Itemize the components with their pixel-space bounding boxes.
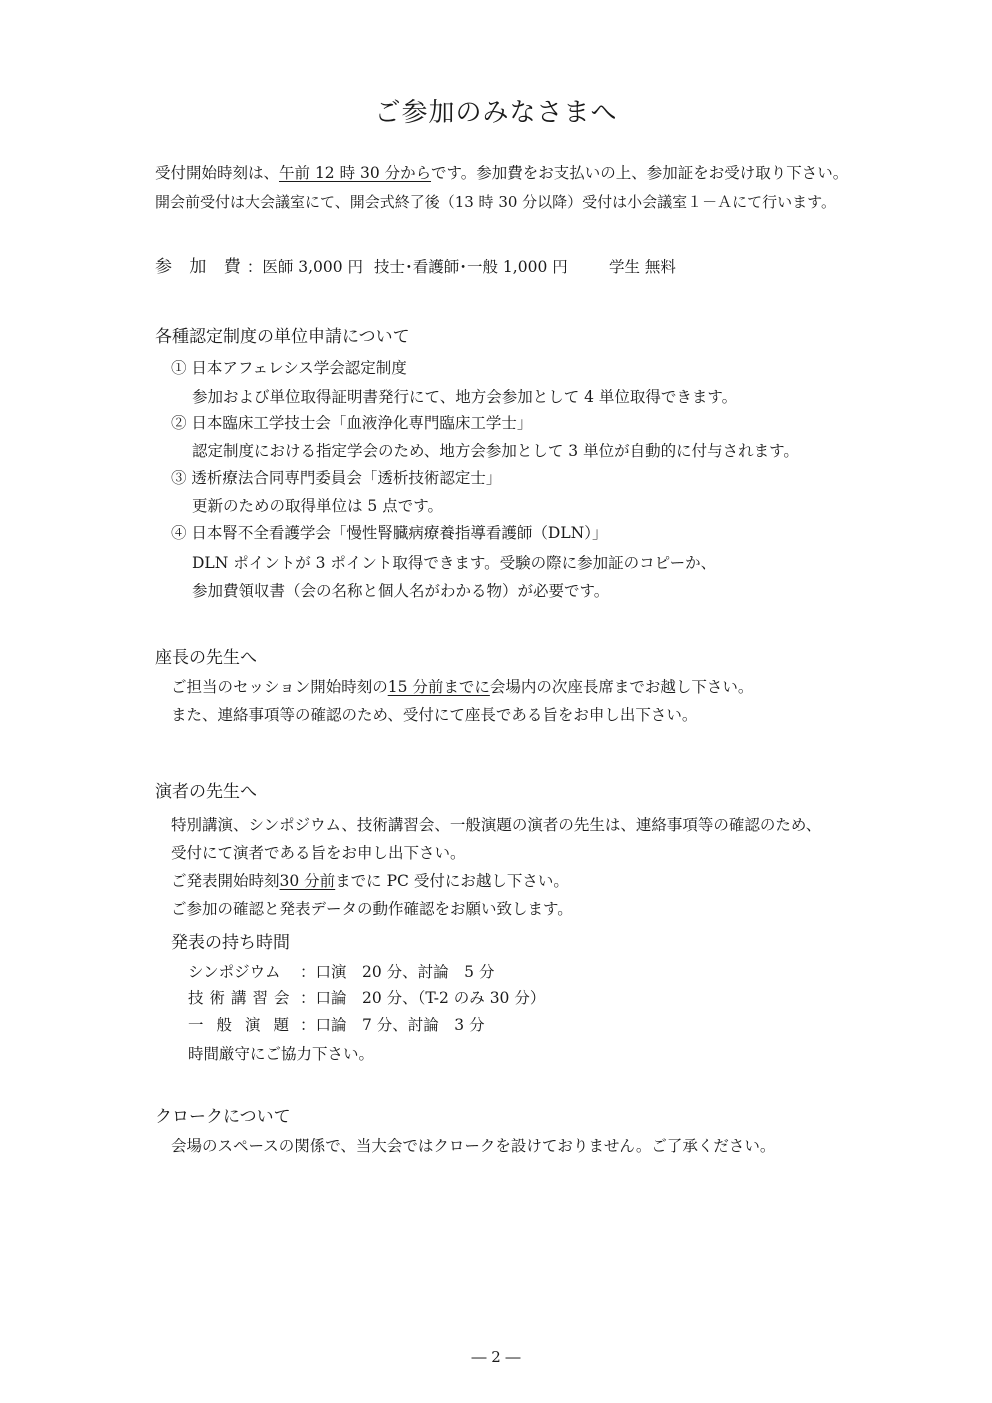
intro-text: 受付開始時刻は、 [155,164,280,182]
credit-item-1-desc: 参加および単位取得証明書発行にて、地方会参加として 4 単位取得できます。 [192,388,738,406]
reception-time: 午前 12 時 30 分から [279,164,432,182]
speaker-line-1: 特別講演、シンポジウム、技術講習会、一般演題の演者の先生は、連絡事項等の確認のため、 [171,816,822,834]
credit-item-2-title: ② 日本臨床工学技士会「血液浄化専門臨床工学士」 [171,414,533,432]
page-title: ご参加のみなさまへ [374,98,618,128]
intro-text: です。参加費をお支払いの上、参加証をお受け取り下さい。 [431,164,849,182]
time-label: シンポジウム [188,963,281,981]
time-value: ：口論 20 分、（T-2 のみ 30 分） [300,989,546,1007]
page-number: ― 2 ― [471,1348,521,1366]
credit-item-4-title: ④ 日本腎不全看護学会「慢性腎臓病療養指導看護師（DLN）」 [171,524,608,542]
chair-text: ご担当のセッション開始時刻の [171,678,388,696]
speaker-heading: 演者の先生へ [155,782,257,802]
credit-item-2-desc: 認定制度における指定学会のため、地方会参加として 3 単位が自動的に付与されます。 [192,442,799,460]
credits-heading: 各種認定制度の単位申請について [155,327,410,347]
time-value: ：口演 20 分、討論 5 分 [300,963,495,981]
time-row-general [188,1015,485,1035]
time-value: ：口論 7 分、討論 3 分 [300,1016,485,1034]
speaker-line-4: ご参加の確認と発表データの動作確認をお願い致します。 [171,900,573,918]
fee-doctor: 医師 3,000 円 [262,258,364,276]
speaker-deadline: 30 分前 [279,872,336,890]
chair-line-1 [171,677,753,697]
time-row-symposium [188,962,494,982]
speaker-line-2: 受付にて演者である旨をお申し出下さい。 [171,844,466,862]
intro-line-1 [155,163,848,183]
credit-item-3-title: ③ 透析療法合同専門委員会「透析技術認定士」 [171,469,502,487]
time-label: 技術講習会 [188,989,296,1007]
credit-item-3-desc: 更新のための取得単位は 5 点です。 [192,497,443,515]
time-label: 一般演題 [188,1016,303,1034]
speaker-text: までに PC 受付にお越し下さい。 [335,872,569,890]
fee-colon: ： [246,258,263,276]
credit-item-1-title: ① 日本アフェレシス学会認定制度 [171,359,407,377]
time-heading: 発表の持ち時間 [171,933,290,953]
chair-line-2: また、連絡事項等の確認のため、受付にて座長である旨をお申し出下さい。 [171,706,698,724]
time-note: 時間厳守にご協力下さい。 [188,1045,375,1063]
intro-line-2: 開会前受付は大会議室にて、開会式終了後（13 時 30 分以降）受付は小会議室１－Ａにて行います。 [155,193,836,211]
fee-label: 参 加 費 [155,257,247,277]
speaker-line-3 [171,871,569,891]
cloak-heading: クロークについて [155,1107,291,1127]
fee-student: 学生 無料 [609,258,676,276]
speaker-text: ご発表開始時刻 [171,872,280,890]
credit-item-4-desc-1: DLN ポイントが 3 ポイント取得できます。受験の際に参加証のコピーか、 [192,554,717,572]
fee-line [155,257,363,277]
chair-text: 会場内の次座長席までお越し下さい。 [489,678,754,696]
chair-heading: 座長の先生へ [155,648,257,668]
time-row-workshop [188,988,545,1008]
chair-deadline: 15 分前までに [387,678,490,696]
cloak-line: 会場のスペースの関係で、当大会ではクロークを設けておりません。ご了承ください。 [171,1137,776,1155]
credit-item-4-desc-2: 参加費領収書（会の名称と個人名がわかる物）が必要です。 [192,582,610,600]
fee-others: 技士･看護師･一般 1,000 円 [374,258,568,276]
